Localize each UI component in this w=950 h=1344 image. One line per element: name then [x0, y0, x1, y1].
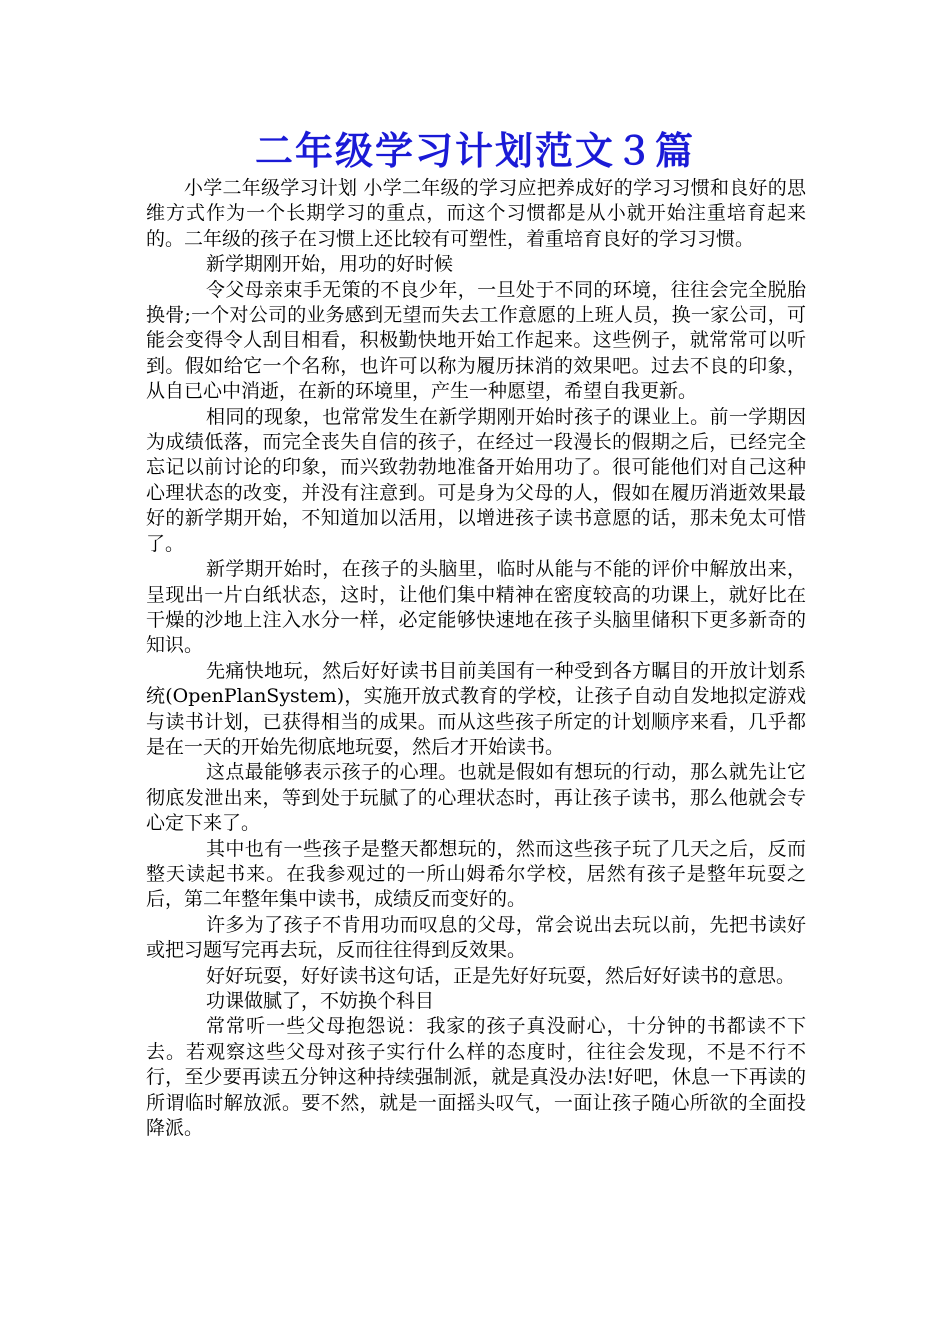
paragraph: 先痛快地玩，然后好好读书目前美国有一种受到各方瞩目的开放计划系统(OpenPlanSystem)，实施开放式教育的学校，让孩子自动自发地拟定游戏与读书计划，已获得相当的成果。而从这些孩子所定的计划顺序来看，几乎都是在一天的开始先彻底地玩耍，然后才开始读书。: [146, 659, 806, 758]
paragraph: 好好玩耍，好好读书这句话，正是先好好玩耍，然后好好读书的意思。: [206, 964, 796, 987]
paragraph-intro: 小学二年级学习计划 小学二年级的学习应把养成好的学习习惯和良好的思维方式作为一个长期学习的重点，而这个习惯都是从小就开始注重培育起来的。二年级的孩子在习惯上还比较有可塑性，着重培育良好的学习习惯。: [146, 177, 806, 250]
paragraph: 新学期开始时，在孩子的头脑里，临时从能与不能的评价中解放出来，呈现出一片白纸状态，这时，让他们集中精神在密度较高的功课上，就好比在干燥的沙地上注入水分一样，必定能够快速地在孩子头脑里储积下更多新奇的知识。: [146, 558, 806, 657]
section-heading-switch-subject: 功课做腻了，不妨换个科目: [206, 990, 435, 1012]
paragraph: 常常听一些父母抱怨说：我家的孩子真没耐心，十分钟的书都读不下去。若观察这些父母对孩子实行什么样的态度时，往往会发现，不是不行不行，至少要再读五分钟这种持续强制派，就是真没办法!好吧，休息一下再读的所谓临时解放派。要不然，就是一面摇头叹气，一面让孩子随心所欲的全面投降派。: [146, 1015, 806, 1140]
paragraph: 令父母亲束手无策的不良少年，一旦处于不同的环境，往往会完全脱胎换骨;一个对公司的业务感到无望而失去工作意愿的上班人员，换一家公司，可能会变得令人刮目相看，积极勤快地开始工作起来。这些例子，就常常可以听到。假如给它一个名称，也许可以称为履历抹消的效果吧。过去不良的印象，从自已心中消逝，在新的环境里，产生一种愿望，希望自我更新。: [146, 278, 806, 403]
paragraph: 这点最能够表示孩子的心理。也就是假如有想玩的行动，那么就先让它彻底发泄出来，等到处于玩腻了的心理状态时，再让孩子读书，那么他就会专心定下来了。: [146, 761, 806, 835]
section-heading-new-term: 新学期刚开始，用功的好时候: [206, 253, 454, 276]
paragraph: 其中也有一些孩子是整天都想玩的，然而这些孩子玩了几天之后，反而整天读起书来。在我参观过的一所山姆希尔学校，居然有孩子是整年玩耍之后，第二年整年集中读书，成绩反而变好的。: [146, 837, 806, 911]
paragraph: 许多为了孩子不肯用功而叹息的父母，常会说出去玩以前，先把书读好或把习题写完再去玩，反而往往得到反效果。: [146, 913, 806, 962]
paragraph: 相同的现象，也常常发生在新学期刚开始时孩子的课业上。前一学期因为成绩低落，而完全丧失自信的孩子，在经过一段漫长的假期之后，已经完全忘记以前讨论的印象，而兴致勃勃地准备开始用功了。很可能他们对自己这种心理状态的改变，并没有注意到。可是身为父母的人，假如在履历消逝效果最好的新学期开始，不知道加以活用，以增进孩子读书意愿的话，那未免太可惜了。: [146, 405, 806, 555]
document-title: 二年级学习计划范文３篇: [254, 128, 695, 173]
document-body: [146, 176, 806, 1141]
